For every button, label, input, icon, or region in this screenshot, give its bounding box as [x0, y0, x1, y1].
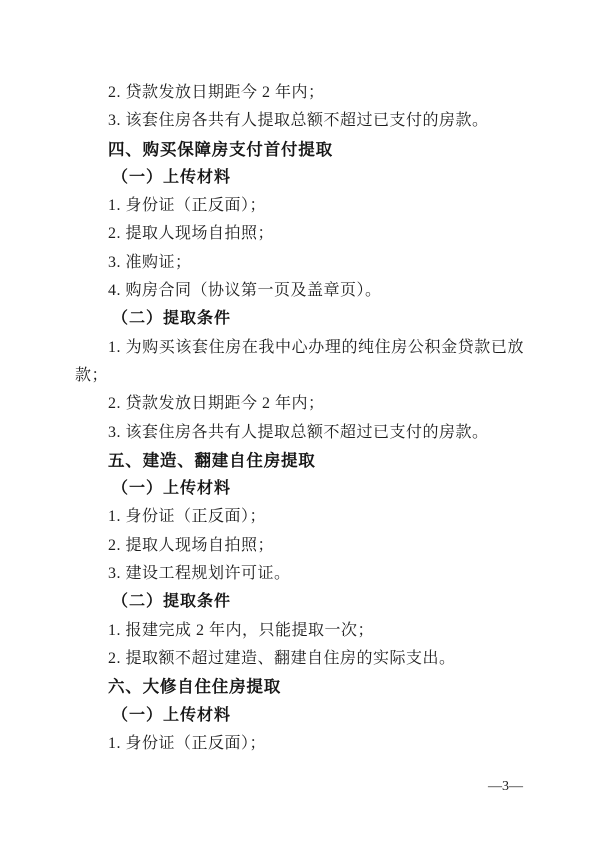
paragraph-continuation: 款； — [75, 366, 109, 384]
section-heading: 五、建造、翻建自住房提取 — [108, 451, 316, 470]
list-item: 1. 身份证（正反面）； — [108, 197, 267, 215]
list-item: 4. 购房合同（协议第一页及盖章页）。 — [108, 282, 382, 300]
list-item: 3. 准购证； — [108, 253, 192, 271]
list-item: 2. 提取人现场自拍照； — [108, 536, 275, 554]
list-item: 1. 报建完成 2 年内，只能提取一次； — [108, 621, 375, 639]
list-item: 2. 贷款发放日期距今 2 年内； — [108, 84, 325, 101]
list-item: 3. 该套住房各共有人提取总额不超过已支付的房款。 — [108, 423, 489, 441]
sub-heading: （一）上传材料 — [112, 480, 232, 498]
sub-heading: （二）提取条件 — [112, 310, 232, 328]
list-item: 2. 贷款发放日期距今 2 年内； — [108, 395, 325, 413]
page-number: —3— — [488, 779, 523, 794]
list-item: 1. 为购买该套住房在我中心办理的纯住房公积金贷款已放 — [108, 338, 524, 356]
section-heading: 六、大修自住住房提取 — [108, 678, 281, 697]
list-item: 2. 提取人现场自拍照； — [108, 225, 275, 243]
list-item: 1. 身份证（正反面）； — [108, 508, 267, 526]
list-item: 1. 身份证（正反面）； — [108, 734, 267, 752]
list-item: 2. 提取额不超过建造、翻建自住房的实际支出。 — [108, 649, 456, 667]
sub-heading: （二）提取条件 — [112, 593, 232, 611]
sub-heading: （一）上传材料 — [112, 706, 232, 724]
list-item: 3. 该套住房各共有人提取总额不超过已支付的房款。 — [108, 112, 489, 130]
section-heading: 四、购买保障房支付首付提取 — [108, 140, 333, 159]
list-item: 3. 建设工程规划许可证。 — [108, 565, 291, 583]
sub-heading: （一）上传材料 — [112, 168, 232, 186]
document-body — [75, 79, 524, 758]
